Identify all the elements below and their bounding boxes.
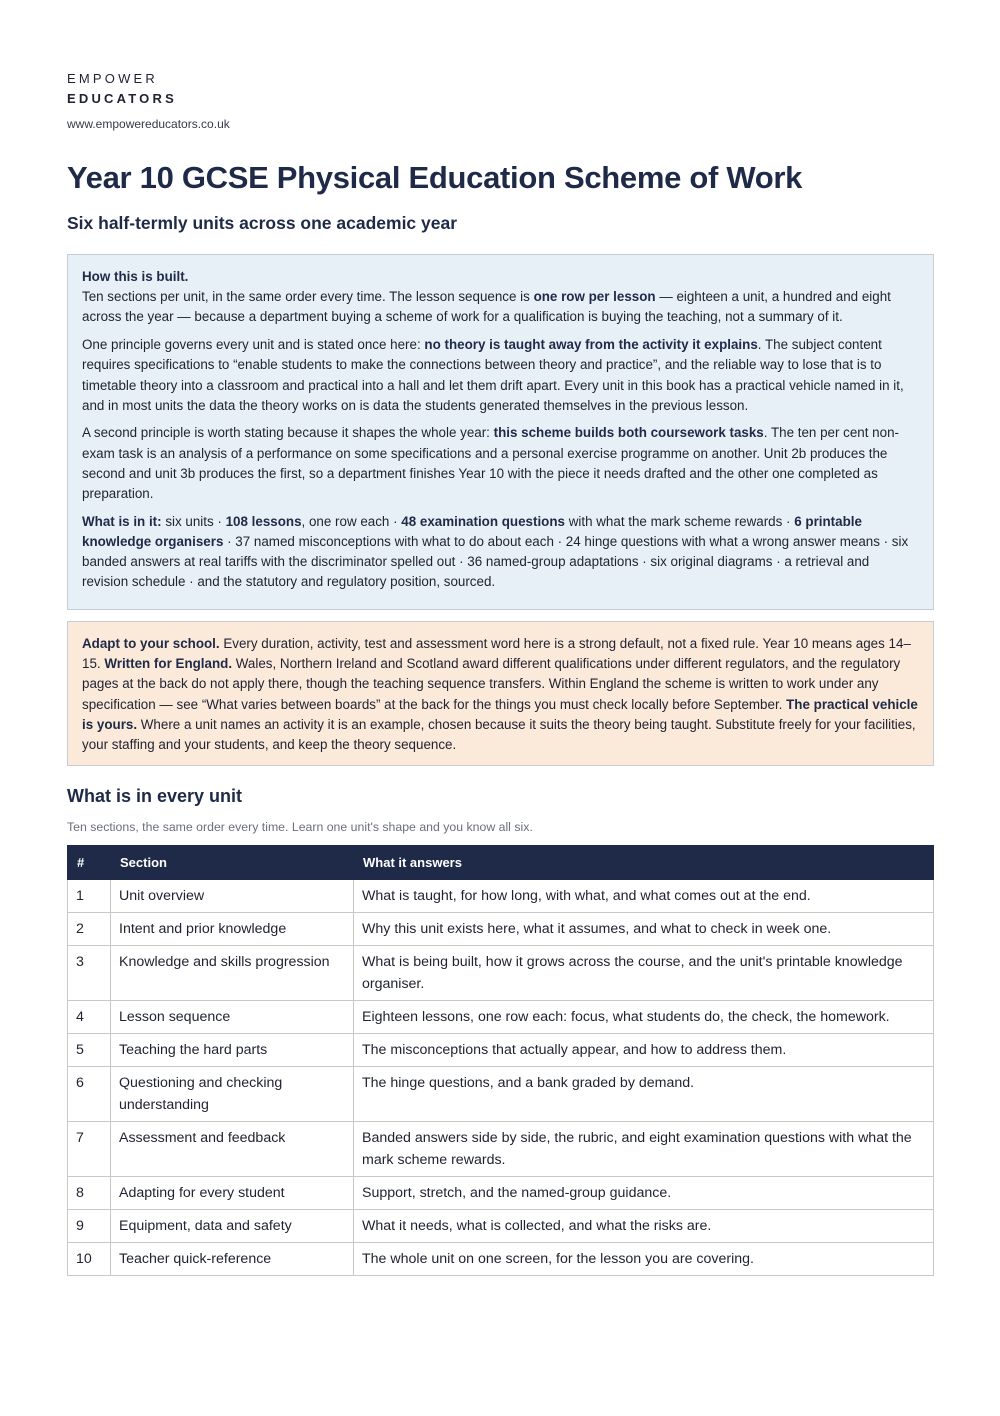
built-p1-bold: one row per lesson bbox=[533, 289, 656, 305]
row-number: 6 bbox=[68, 1067, 111, 1122]
built-p2-text-c: . The subject content requires specifications to “enable students to make the connections between theory and practice”, and the reliable way to lose that is to timetable theory into a classroom and practical into a hall and let them drift apart. Every unit in this book has a practical vehicle named in it, and in most units the data the theory works on is data the students generated themselves in the previous lesson. bbox=[82, 337, 904, 413]
row-number: 9 bbox=[68, 1210, 111, 1243]
table-row bbox=[68, 913, 934, 946]
built-paragraph-3 bbox=[82, 423, 919, 504]
table-row bbox=[68, 1122, 934, 1177]
row-number: 8 bbox=[68, 1177, 111, 1210]
table-row bbox=[68, 1034, 934, 1067]
row-section: Adapting for every student bbox=[111, 1177, 354, 1210]
page-title: Year 10 GCSE Physical Education Scheme of Work bbox=[67, 160, 803, 195]
row-section: Teaching the hard parts bbox=[111, 1034, 354, 1067]
row-section: Knowledge and skills progression bbox=[111, 946, 354, 1001]
how-built-box bbox=[67, 254, 934, 610]
row-section: Intent and prior knowledge bbox=[111, 913, 354, 946]
built-p3-bold: this scheme builds both coursework tasks bbox=[493, 425, 764, 441]
adapt-text-2: Wales, Northern Ireland and Scotland award different qualifications under different regulators, and the regulatory pages at the back do not apply there, though the teaching sequence transfers. Within England the scheme is written to work under any specification — see “What varies between boards” at the back for the things you must check locally before September. bbox=[82, 656, 901, 712]
built-paragraph-2 bbox=[82, 335, 919, 416]
column-header-number: # bbox=[68, 846, 111, 880]
built-p4-bold-d: 48 examination questions bbox=[401, 513, 565, 529]
brand-line-2: EDUCATORS bbox=[67, 91, 177, 106]
row-number: 2 bbox=[68, 913, 111, 946]
row-answer: The hinge questions, and a bank graded by demand. bbox=[354, 1067, 934, 1122]
table-row bbox=[68, 1210, 934, 1243]
row-section: Lesson sequence bbox=[111, 1001, 354, 1034]
built-p4-bold-b: 108 lessons bbox=[225, 513, 302, 529]
built-label: How this is built. bbox=[82, 269, 189, 284]
row-number: 10 bbox=[68, 1243, 111, 1276]
built-p4-text-g: · 37 named misconceptions with what to do about each · 24 hinge questions with what a wrong answer means · six banded answers at real tariffs with the discriminator spelled out · 36 named-group adaptations · six original diagrams · a retrieval and revision schedule · and the statutory and regulatory position, sourced. bbox=[82, 533, 909, 590]
table-header-row bbox=[68, 846, 934, 880]
built-p4-text-e: with what the mark scheme rewards · bbox=[565, 513, 795, 529]
row-number: 3 bbox=[68, 946, 111, 1001]
row-answer: The misconceptions that actually appear, and how to address them. bbox=[354, 1034, 934, 1067]
built-p2-text-a: One principle governs every unit and is stated once here: bbox=[82, 337, 425, 353]
adapt-text-3: Where a unit names an activity it is an example, chosen because it suits the theory being taught. Substitute freely for your facilities, your staffing and your students, and keep the theory sequence. bbox=[82, 716, 916, 753]
table-row bbox=[68, 1243, 934, 1276]
row-section: Equipment, data and safety bbox=[111, 1210, 354, 1243]
built-paragraph-1 bbox=[82, 267, 919, 328]
brand-logo bbox=[67, 69, 177, 109]
row-answer: Eighteen lessons, one row each: focus, what students do, the check, the homework. bbox=[354, 1001, 934, 1034]
row-number: 5 bbox=[68, 1034, 111, 1067]
row-answer: Why this unit exists here, what it assumes, and what to check in week one. bbox=[354, 913, 934, 946]
built-p3-text-c: . The ten per cent non-exam task is an analysis of a performance on some specifications and a personal exercise programme on another. Unit 2b produces the second and unit 3b produces the first, so a department finishes Year 10 with the piece it needs drafted and the other one completed as preparation. bbox=[82, 425, 899, 502]
built-p4-bold-f: 6 printable knowledge organisers bbox=[82, 513, 862, 549]
column-header-answers: What it answers bbox=[354, 846, 934, 880]
built-p1-text-a: Ten sections per unit, in the same order every time. The lesson sequence is bbox=[82, 289, 534, 305]
adapt-paragraph bbox=[82, 634, 919, 755]
column-header-section: Section bbox=[111, 846, 354, 880]
row-section: Questioning and checking understanding bbox=[111, 1067, 354, 1122]
row-section: Teacher quick-reference bbox=[111, 1243, 354, 1276]
row-answer: What is being built, how it grows across the course, and the unit's printable knowledge organiser. bbox=[354, 946, 934, 1001]
adapt-label-1: Adapt to your school. bbox=[82, 636, 220, 651]
row-number: 1 bbox=[68, 880, 111, 913]
website-url: www.empowereducators.co.uk bbox=[67, 117, 230, 131]
page-subtitle: Six half-termly units across one academic year bbox=[67, 213, 458, 233]
table-row bbox=[68, 1067, 934, 1122]
row-answer: What is taught, for how long, with what, and what comes out at the end. bbox=[354, 880, 934, 913]
brand-line-1: EMPOWER bbox=[67, 71, 159, 86]
table-row bbox=[68, 880, 934, 913]
built-p1-text-c: — eighteen a unit, a hundred and eight across the year — because a department buying a scheme of work for a qualification is buying the teaching, not a summary of it. bbox=[82, 289, 891, 325]
adapt-text-1: Every duration, activity, test and assessment word here is a strong default, not a fixed rule. Year 10 means ages 14–15. bbox=[82, 636, 911, 672]
units-table bbox=[67, 845, 934, 1276]
adapt-label-2: Written for England. bbox=[104, 656, 233, 672]
row-number: 7 bbox=[68, 1122, 111, 1177]
built-paragraph-4 bbox=[82, 512, 919, 593]
built-p3-text-a: A second principle is worth stating because it shapes the whole year: bbox=[82, 425, 494, 441]
units-note: Ten sections, the same order every time. Learn one unit's shape and you know all six. bbox=[67, 820, 533, 834]
table-row bbox=[68, 946, 934, 1001]
adapt-box bbox=[67, 621, 934, 766]
built-p2-bold: no theory is taught away from the activity it explains bbox=[424, 337, 758, 353]
built-p4-text-c: , one row each · bbox=[301, 513, 402, 529]
row-answer: Support, stretch, and the named-group guidance. bbox=[354, 1177, 934, 1210]
table-row bbox=[68, 1001, 934, 1034]
row-section: Assessment and feedback bbox=[111, 1122, 354, 1177]
row-number: 4 bbox=[68, 1001, 111, 1034]
built-p4-label: What is in it: bbox=[82, 513, 162, 529]
adapt-label-3: The practical vehicle is yours. bbox=[82, 696, 918, 732]
row-answer: What it needs, what is collected, and what the risks are. bbox=[354, 1210, 934, 1243]
row-answer: The whole unit on one screen, for the lesson you are covering. bbox=[354, 1243, 934, 1276]
row-answer: Banded answers side by side, the rubric, and eight examination questions with what the mark scheme rewards. bbox=[354, 1122, 934, 1177]
built-p4-text-a: six units · bbox=[161, 513, 226, 529]
units-heading: What is in every unit bbox=[67, 786, 243, 806]
row-section: Unit overview bbox=[111, 880, 354, 913]
table-row bbox=[68, 1177, 934, 1210]
